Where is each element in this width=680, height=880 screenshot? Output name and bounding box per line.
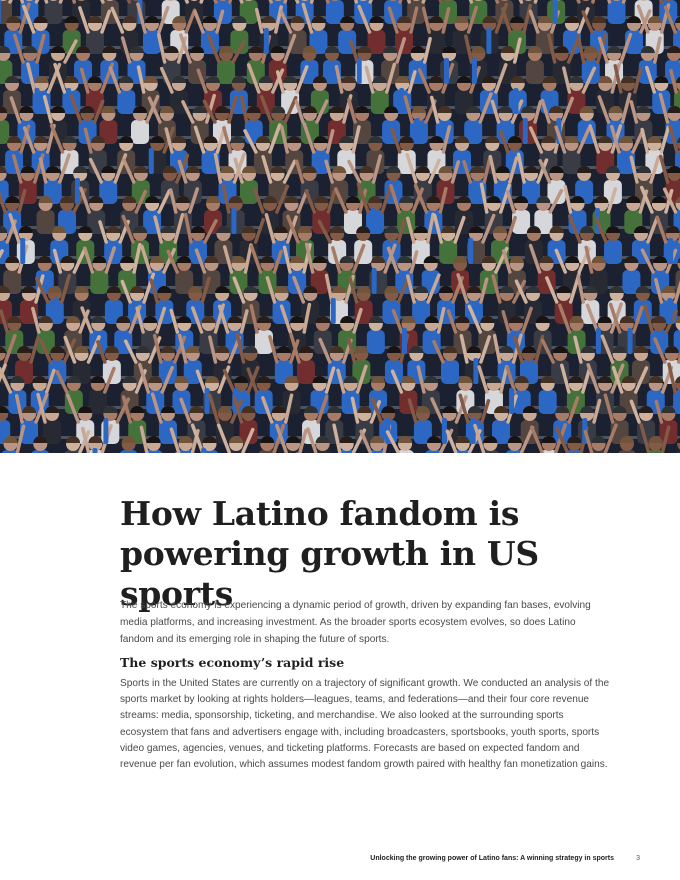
intro-paragraph: The sports economy is experiencing a dynamic period of growth, driven by expanding fan bases, evolving media platforms, and increasing investment. As the broader sports ecosystem evolves, so does Latino fandom and its emerging role in shaping the future of sports. [120,600,591,645]
page-title: How Latino fandom is powering growth in US sports [120,494,539,613]
section-heading: The sports economy’s rapid rise [120,655,345,670]
section-body: Sports in the United States are currently on a trajectory of significant growth. We conducted an analysis of the sports market by looking at rights holders—leagues, teams, and federations—and their four core revenue streams: media, sponsorship, ticketing, and merchandise. We also looked at the surrounding sports ecosystem that fans and advertisers engage with, including broadcasters, sportsbooks, youth sports, sports video games, agencies, venues, and ticketing platforms. Forecasts are based on expected fandom and revenue per fan evolution, which assumes modest fandom growth paired with healthy fan monetization gains. [120,678,610,771]
page-number: 3 [636,855,640,862]
page-footer [120,855,640,869]
footer-title: Unlocking the growing power of Latino fans: A winning strategy in sports [370,855,614,862]
